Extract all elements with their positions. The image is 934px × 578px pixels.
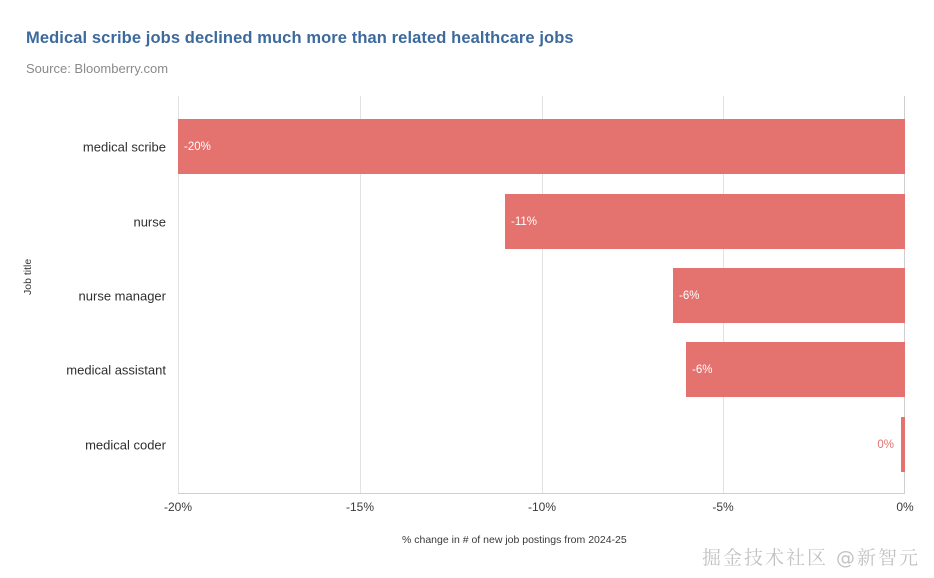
- bar-medical-assistant[interactable]: [686, 342, 905, 397]
- x-tick-label: -20%: [163, 500, 193, 514]
- bar-value-label: -6%: [679, 289, 700, 302]
- x-axis-line: [178, 493, 905, 494]
- y-axis-label: Job title: [22, 258, 34, 295]
- y-tick-label: nurse: [133, 214, 166, 230]
- x-tick-label: -5%: [712, 500, 734, 514]
- bar-value-label: -6%: [692, 363, 713, 376]
- bar-nurse-manager[interactable]: [673, 268, 905, 323]
- plot-area: [178, 96, 905, 493]
- y-tick-label: medical coder: [85, 437, 166, 453]
- chart-title: Medical scribe jobs declined much more than related healthcare jobs: [26, 29, 574, 47]
- bar-value-label: -20%: [184, 140, 211, 153]
- y-tick-label: medical assistant: [66, 362, 166, 378]
- bar-nurse[interactable]: [505, 194, 905, 249]
- x-tick-label: -15%: [345, 500, 375, 514]
- bar-medical-scribe[interactable]: [178, 119, 905, 174]
- bar-value-label: -11%: [511, 215, 537, 228]
- x-tick-label: -10%: [527, 500, 557, 514]
- watermark: 掘金技术社区 @新智元: [701, 547, 920, 569]
- bar-medical-coder[interactable]: [877, 417, 905, 472]
- x-tick-label: 0%: [896, 500, 914, 514]
- y-axis-tick-labels: [0, 96, 166, 493]
- bar-value-label: 0%: [877, 438, 894, 451]
- y-tick-label: medical scribe: [82, 139, 166, 155]
- chart-source: Source: Bloomberry.com: [26, 61, 169, 76]
- x-axis-label: % change in # of new job postings from 2024-25: [402, 534, 627, 546]
- y-tick-label: nurse manager: [78, 288, 166, 304]
